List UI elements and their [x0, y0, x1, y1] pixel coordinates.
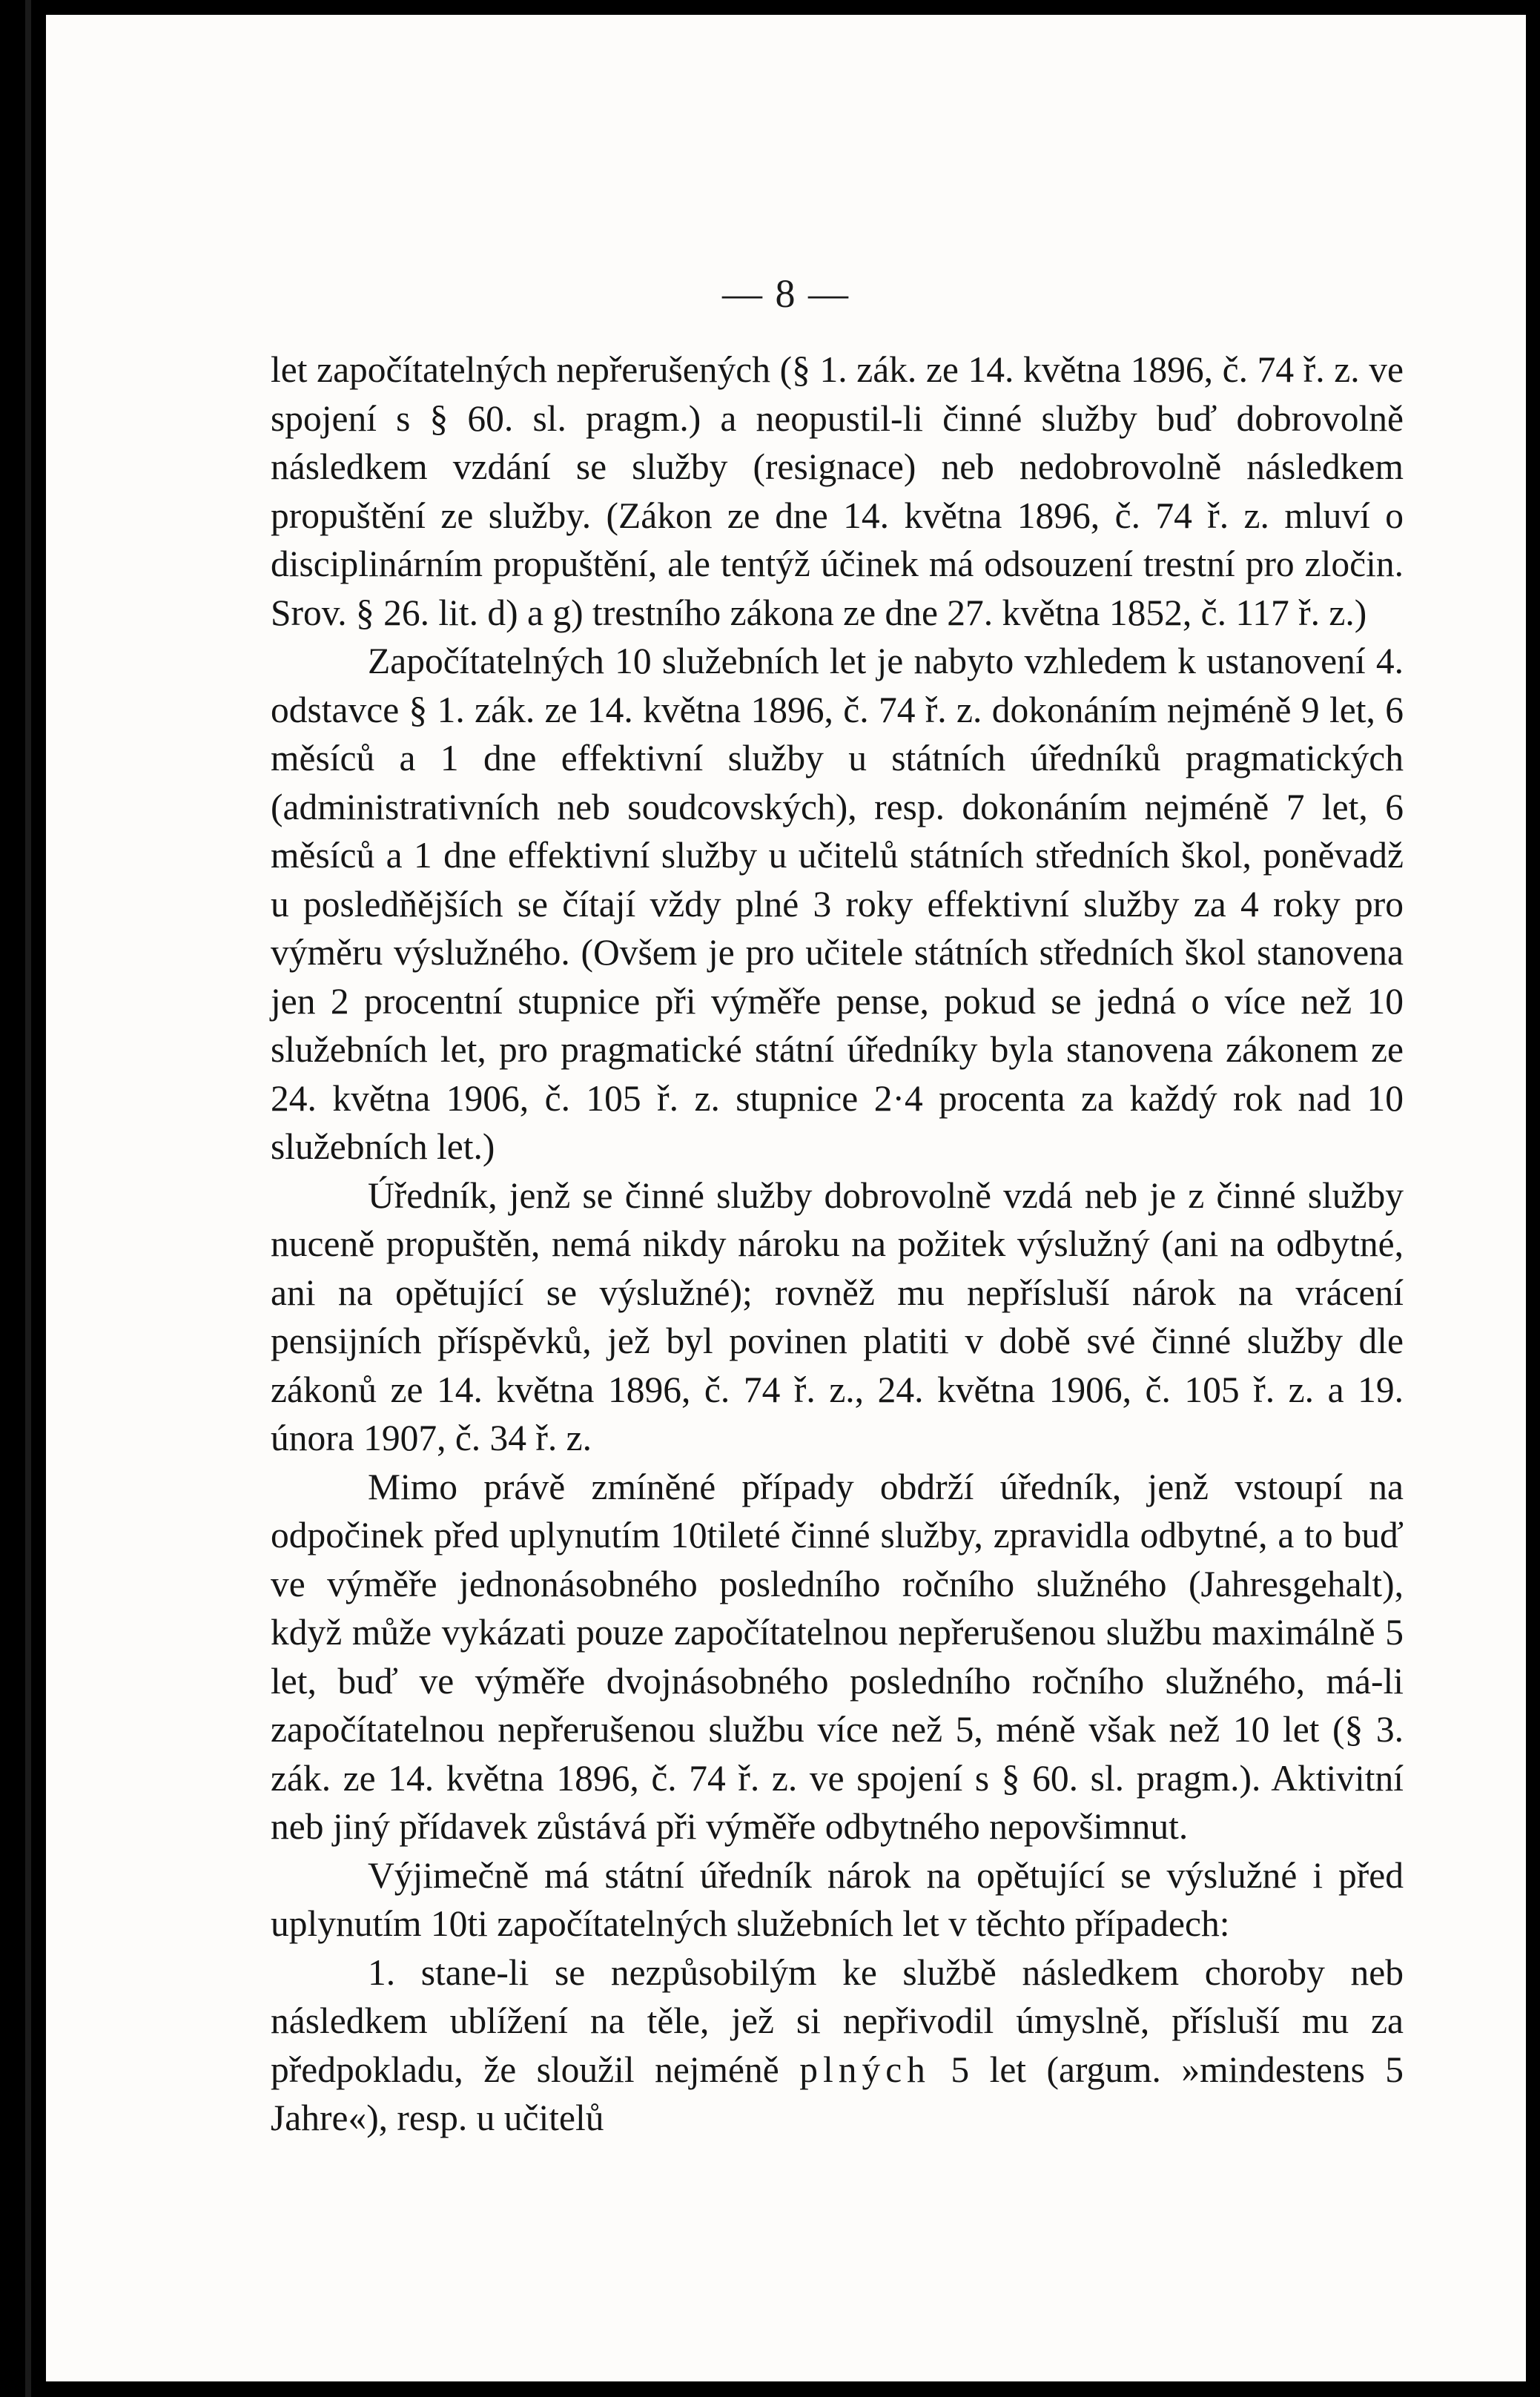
page-number: — 8 — — [722, 271, 850, 316]
emphasized-word: plných — [799, 2049, 931, 2090]
paragraph-3: Úředník, jenž se činné služby dobrovolně vzdá neb je z činné služby nuceně propuštěn, nemá nikdy nároku na požitek výslužný (ani na odbytné, ani na opětující se výslužné); rovněž mu nepřísluší nárok na vrácení pensijních příspěvků, jež byl povinen platiti v době své činné služby dle zákonů ze 14. května 1896, č. 74 ř. z., 24. května 1906, č. 105 ř. z. a 19. února 1907, č. 34 ř. z. — [271, 1174, 1404, 1458]
paragraph-1: let započítatelných nepřerušených (§ 1. zák. ze 14. května 1896, č. 74 ř. z. ve spojení s § 60. sl. pragm.) a neopustil-li činné služby buď dobrovolně následkem vzdání se služby (resignace) neb nedobrovolně následkem propuštění ze služby. (Zákon ze dne 14. května 1896, č. 74 ř. z. mluví o disciplinárním propuštění, ale tentýž účinek má odsouzení trestní pro zločin. Srov. § 26. lit. d) a g) trestního zákona ze dne 27. května 1852, č. 117 ř. z.) — [271, 349, 1404, 633]
paragraph-2: Započítatelných 10 služebních let je nabyto vzhledem k ustanovení 4. odstavce § 1. zák. ze 14. května 1896, č. 74 ř. z. dokonáním nejméně 9 let, 6 měsíců a 1 dne effektivní služby u státních úředníků pragmatických (administrativních neb soudcovských), resp. dokonáním nejméně 7 let, 6 měsíců a 1 dne effektivní služby u učitelů státních středních škol, poněvadž u posledňějších se čítají vždy plné 3 roky effektivní služby za 4 roky pro výměru výslužného. (Ovšem je pro učitele státních středních škol stanovena jen 2 procentní stupnice při výměře pense, pokud se jedná o více než 10 služebních let, pro pragmatické státní úředníky byla stanovena zákonem ze 24. května 1906, č. 105 ř. z. stupnice 2·4 procenta za každý rok nad 10 služebních let.) — [271, 641, 1404, 1167]
body-text — [271, 346, 1404, 2143]
paragraph-6 — [271, 1948, 1404, 2143]
paragraph-5: Výjimečně má státní úředník nárok na opětující se výslužné i před uplynutím 10ti započítatelných služebních let v těchto případech: — [271, 1854, 1404, 1944]
paragraph-6-start: 1. stane-li se nezpůsobilým ke službě následkem choroby neb následkem ublížení na těle, jež si nepřivodil úmyslně, přísluší mu za předpokladu, že sloužil nejméně — [271, 1951, 1404, 2090]
paragraph-4: Mimo právě zmíněné případy obdrží úředník, jenž vstoupí na odpočinek před uplynutím 10tileté činné služby, zpravidla odbytné, a to buď ve výměře jednonásobného posledního ročního služného (Jahresgehalt), když může vykázati pouze započítatelnou nepřerušenou službu maximálně 5 let, buď ve výměře dvojnásobného posledního ročního služného, má-li započítatelnou nepřerušenou službu více než 5, méně však než 10 let (§ 3. zák. ze 14. května 1896, č. 74 ř. z. ve spojení s § 60. sl. pragm.). Aktivitní neb jiný přídavek zůstává při výměře odbytného nepovšimnut. — [271, 1466, 1404, 1847]
scan-edge-rule — [25, 0, 31, 2397]
paragraph-6-end: 5 let (argum. »mindestens 5 Jahre«), resp. u učitelů — [271, 2049, 1404, 2138]
